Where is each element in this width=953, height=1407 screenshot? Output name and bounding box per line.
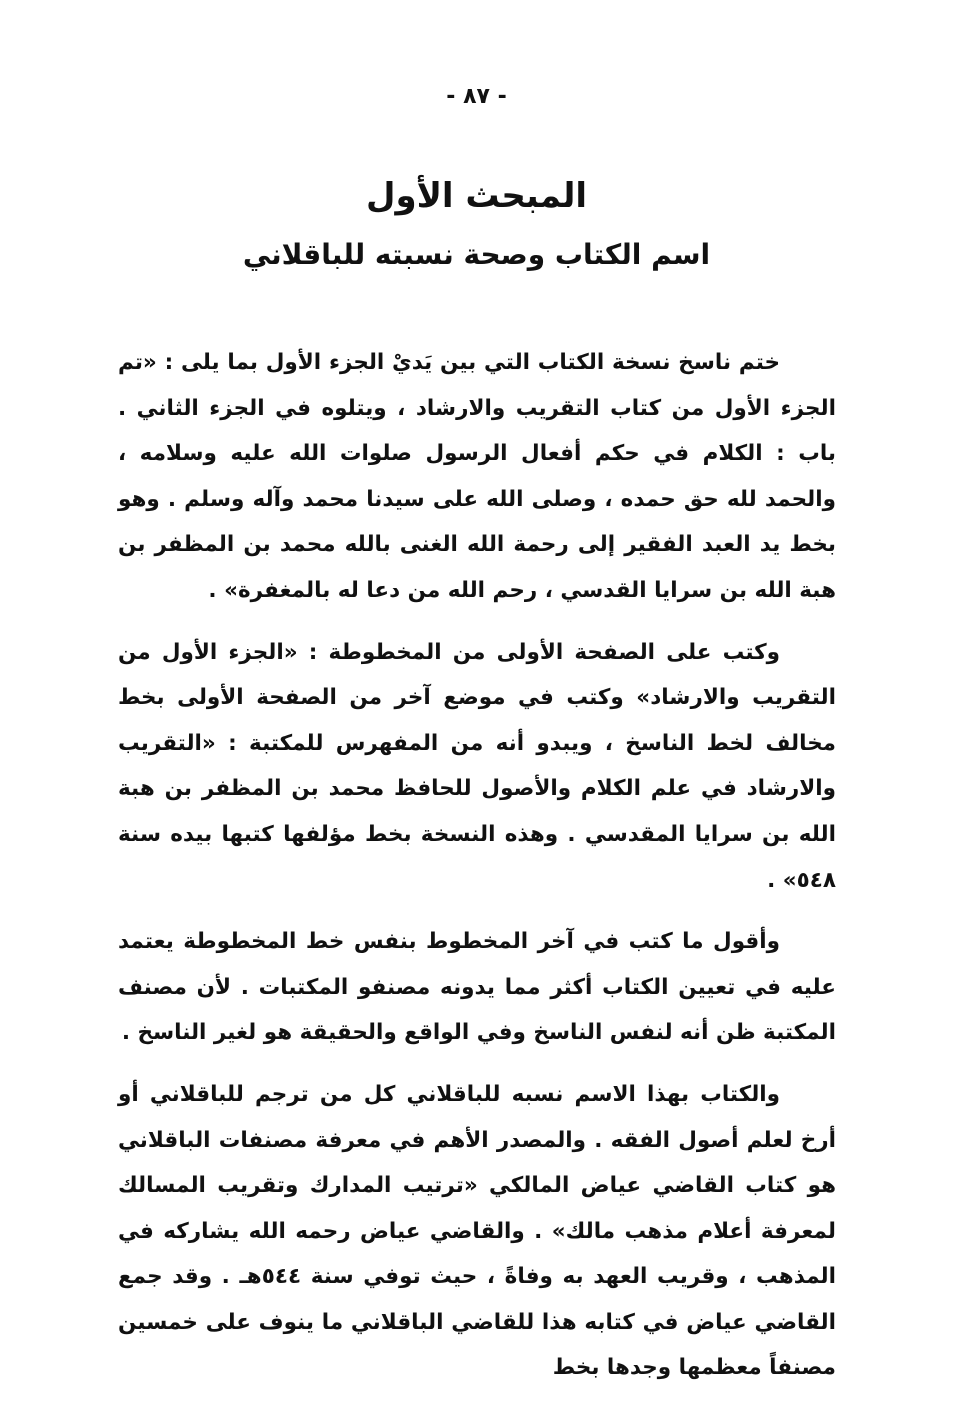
paragraph-first-page-note: وكتب على الصفحة الأولى من المخطوطة : «الجزء الأول من التقريب والارشاد» وكتب في موضع آخر من الصفحة الأولى بخط مخالف لخط الناسخ ، ويبدو أنه من المفهرس للمكتبة : «التقريب والارشاد في علم الكلام والأصول للحافظ محمد بن المظفر بن هبة الله بن سرايا المقدسي . وهذه النسخة بخط مؤلفها كتبها بيده سنة ٥٤٨» . — [118, 639, 836, 893]
paragraph-colophon: ختم ناسخ نسخة الكتاب التي بين يَديْ الجزء الأول بما يلى : «تم الجزء الأول من كتاب التقريب والارشاد ، ويتلوه في الجزء الثاني . باب : الكلام في حكم أفعال الرسول صلوات الله عليه وسلامه ، والحمد لله حق حمده ، وصلى الله على سيدنا محمد وآله وسلم . وهو بخط يد العبد الفقير إلى رحمة الله الغنى بالله محمد بن المظفر بن هبة الله بن سرايا القدسي ، رحم الله من دعا له بالمغفرة» . — [118, 350, 836, 603]
page-number: - ٨٧ - — [446, 84, 507, 109]
body-text — [118, 340, 836, 1407]
paragraph-attribution: والكتاب بهذا الاسم نسبه للباقلاني كل من ترجم للباقلاني أو أرخ لعلم أصول الفقه . والمصدر الأهم في معرفة مصنفات الباقلاني هو كتاب القاضي عياض المالكي «ترتيب المدارك وتقريب المسالك لمعرفة أعلام مذهب مالك» . والقاضي عياض رحمه الله يشاركه في المذهب ، وقريب العهد به وفاةً ، حيث توفي سنة ٥٤٤هـ . وقد جمع القاضي عياض في كتابه هذا للقاضي الباقلاني ما ينوف على خمسين مصنفاً معظمها وجدها بخط — [118, 1081, 836, 1381]
chapter-title: المبحث الأول — [365, 176, 588, 216]
chapter-subtitle: اسم الكتاب وصحة نسبته للباقلاني — [242, 238, 711, 271]
paragraph-author-opinion: وأقول ما كتب في آخر المخطوط بنفس خط المخطوطة يعتمد عليه في تعيين الكتاب أكثر مما يدونه مصنفو المكتبات . لأن مصنف المكتبة ظن أنه لنفس الناسخ وفي الواقع والحقيقة هو لغير الناسخ . — [118, 929, 836, 1046]
